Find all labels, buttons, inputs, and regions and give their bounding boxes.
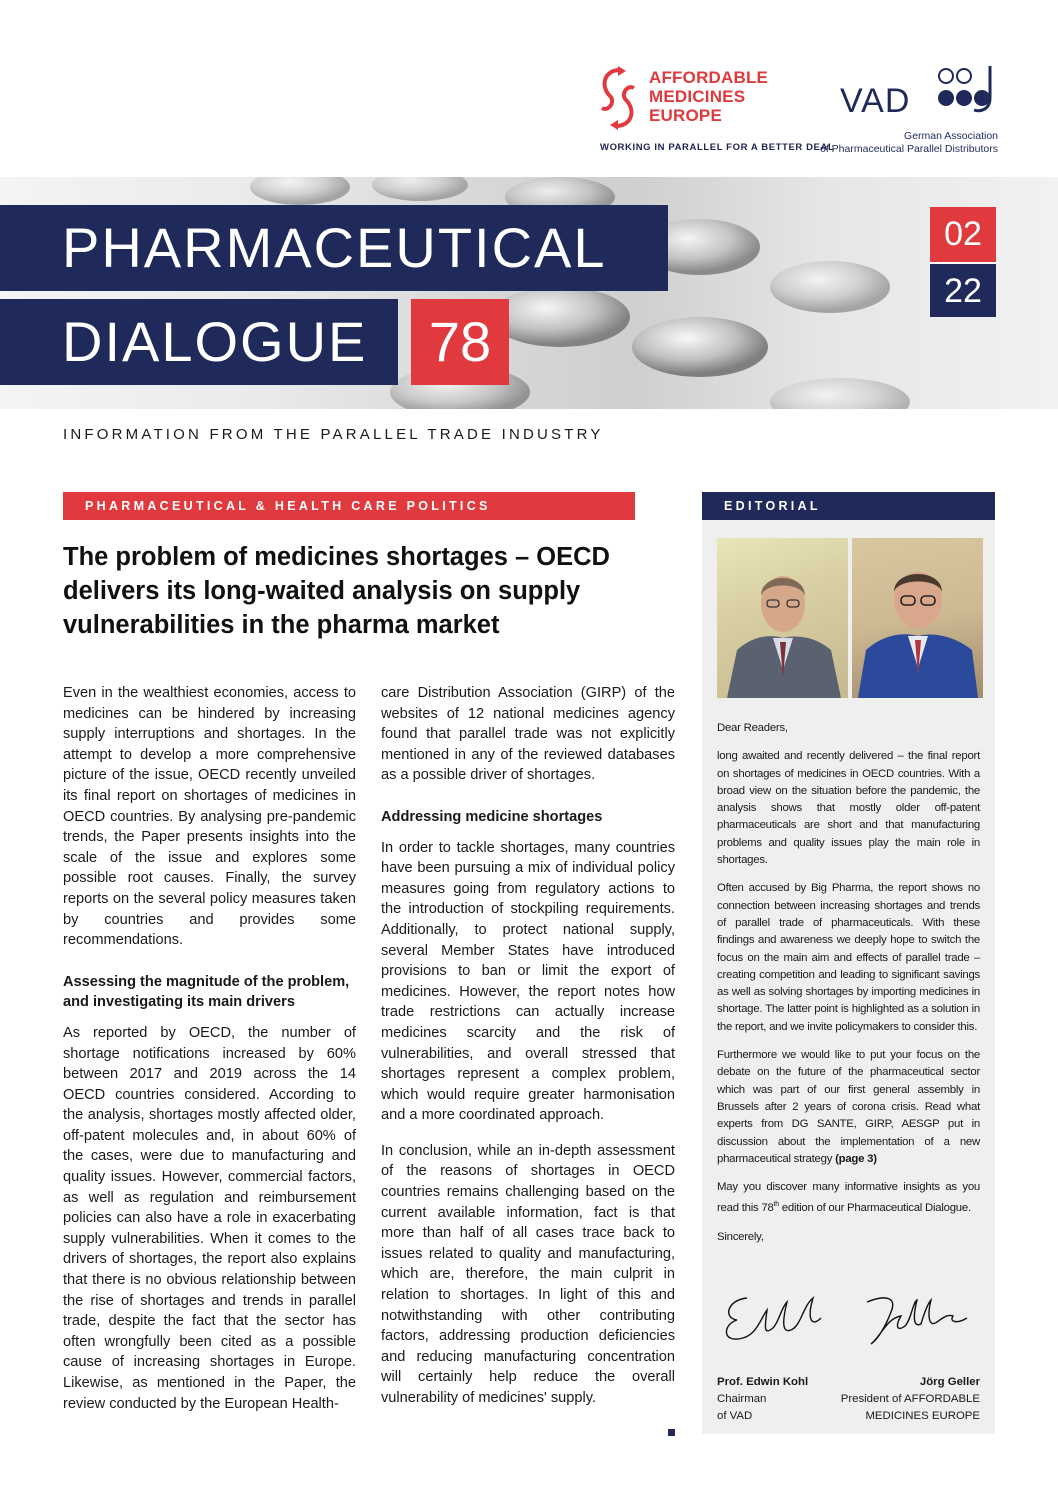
vad-dots-icon (936, 64, 996, 114)
editorial-paragraph-2: Often accused by Big Pharma, the report shows no connection between increasing shortages and trends of parallel trade of pharmaceuticals. With these findings and awareness we deeply hope to switch the focus on the main aim and effects of parallel trade – creating competition and leading to significant savings as well as solving shortages by importing medicines in shortage. The latter point is highlighted as a solution in the report, and we invite policymakers to consider this. (717, 882, 980, 1033)
issue-month: 02 (930, 207, 996, 262)
signer-right-role1: President of AFFORDABLE (840, 1393, 980, 1405)
ame-line2: MEDICINES (649, 87, 746, 106)
signer-right (841, 1374, 980, 1425)
editorial-closing: Sincerely, (717, 1230, 764, 1243)
signer-right-name: Jörg Geller (919, 1376, 980, 1388)
article-subheading-2: Addressing medicine shortages (381, 808, 603, 825)
article-column-middle (381, 683, 675, 1430)
ame-logo-text (649, 68, 768, 125)
signer-left-role2: of VAD (717, 1410, 753, 1422)
article-headline: The problem of medicines shortages – OECD delivers its long-waited analysis on supply vulnerabilities in the pharma market (63, 543, 610, 639)
issue-year: 22 (930, 262, 996, 317)
affordable-medicines-europe-logo (596, 62, 835, 162)
article-paragraph-4: In conclusion, while an in-depth assessment of the reasons of shortages in OECD countries remains challenging based on the current available information, fact is that more than half of all cases trace back to issues related to quality and manufacturing, which are, therefore, the main culprit in relation to shortages. In light of this and notwithstanding with other contributing factors, addressing production deficiencies and reducing manufacturing concentration will certainly help reduce the overall vulnerability of medicines' supply. (381, 1142, 675, 1406)
magazine-title-line2: DIALOGUE (62, 310, 368, 373)
signature-edwin-kohl (717, 1288, 827, 1348)
editorial-paragraph-4 (717, 1179, 980, 1217)
editorial-greeting: Dear Readers, (717, 722, 788, 734)
signer-left-name: Prof. Edwin Kohl (717, 1376, 809, 1388)
editorial-p4-post: edition of our Pharmaceutical Dialogue. (778, 1202, 971, 1215)
editorial-p4-pre: May you discover many informative insights as you read this 78 (717, 1181, 980, 1215)
editorial-paragraph-3 (717, 1047, 980, 1168)
signer-left-role1: Chairman (717, 1393, 767, 1405)
ame-line3: EUROPE (649, 106, 722, 125)
article-paragraph-2-continued: care Distribution Association (GIRP) of the websites of 12 national medicines agency found that parallel trade was not explicitly mentioned in any of the reviewed databases as a possible driver of shortages. (381, 685, 675, 784)
vad-sub-line1: German Association (904, 130, 998, 142)
vad-logo (818, 60, 1008, 160)
hero-banner (0, 177, 1058, 409)
ame-line1: AFFORDABLE (649, 68, 769, 87)
article-paragraph-3: In order to tackle shortages, many countries have been pursuing a mix of individual policy measures going from regulatory actions to the introduction of stockpiling requirements. Additionally, to protect national supply, several Member States have introduced provisions to ban or limit the export of medicines. However, the report notes how trade restrictions can actually increase medicines scarcity and the risk of vulnerabilities, and overall stressed that shortages represent a complex problem, which would require greater harmonisation and a more coordinated approach. (381, 839, 675, 1124)
editorial-text (717, 720, 980, 1257)
editorial-paragraph-1: long awaited and recently delivered – the final report on shortages of medicines in OECD countries. With a broad view on the situation before the pandemic, the analysis shows that mostly older off-patent pharmaceuticals are short and that manufacturing problems and quality issues play the main role in shortages. (717, 750, 980, 867)
signer-left (717, 1374, 808, 1425)
article-column-left (63, 683, 356, 1435)
signature-joerg-geller (857, 1288, 977, 1348)
vad-name: VAD (840, 82, 911, 120)
article-subheading-1: Assessing the magnitude of the problem, and investigating its main drivers (63, 973, 350, 1011)
article-paragraph-intro: Even in the wealthiest economies, access to medicines can be hindered by increasing supply interruptions and shortages. In the attempt to develop a more comprehensive picture of the issue, OECD recently unveiled its final report on shortages of medicines in OECD countries. By analysing pre-pandemic trends, the Paper presents insights into the scale of the issue and explores some possible root causes. Finally, the survey reports on the several policy measures taken by countries and provides some recommendations. (63, 685, 356, 949)
signatures (717, 1336, 980, 1421)
signer-right-role2: MEDICINES EUROPE (865, 1410, 980, 1422)
editorial-label: EDITORIAL (702, 492, 995, 520)
article-paragraph-2: As reported by OECD, the number of shortage notifications increased by 60% between 2017 and 2019 across the 14 OECD countries considered. According to the analysis, shortages mostly affected older, off-patent molecules and, in about 60% of the cases, were due to manufacturing and quality issues. However, commercial factors, as well as regulation and reimbursement policies can also have a role in exacerbating supply vulnerabilities. When it comes to the drivers of shortages, the report also explains that there is no obvious relationship between the rise of shortages and trends in parallel trade, despite the fact that the sector has often wrongfully been cited as a possible cause of increasing shortages in Europe. Likewise, as mentioned in the Paper, the review conducted by the European Health- (63, 1024, 356, 1412)
ame-tagline: WORKING IN PARALLEL FOR A BETTER DEAL (600, 142, 835, 153)
vad-sub-line2: of Pharmaceutical Parallel Distributors (820, 143, 998, 155)
editorial-panel (702, 520, 995, 1434)
portrait-2-image (852, 538, 983, 698)
ame-arrows-icon (596, 66, 640, 130)
photo-edwin-kohl (717, 538, 848, 698)
photo-joerg-geller (852, 538, 983, 698)
vad-subtitle (820, 130, 998, 156)
magazine-subtitle: INFORMATION FROM THE PARALLEL TRADE INDUSTRY (63, 426, 604, 443)
editorial-photos (717, 538, 983, 698)
editorial-p3-text: Furthermore we would like to put your focus on the debate on the future of the pharmaceutical sector which was part of our first general assembly in Brussels after 2 years of corona crisis. Read what experts from DG SANTE, GIRP, AESGP put in discussion about the implementation of a new pharmaceutical strategy (717, 1049, 980, 1165)
portrait-1-image (717, 538, 848, 698)
issue-number: 78 (411, 299, 509, 385)
article-end-mark (668, 1429, 675, 1436)
issue-date-badge (930, 207, 996, 317)
section-label: PHARMACEUTICAL & HEALTH CARE POLITICS (63, 492, 635, 520)
editorial-page-ref: (page 3) (835, 1152, 877, 1165)
magazine-title-line1: PHARMACEUTICAL (62, 216, 607, 279)
editorial-p4-sup: th (773, 1201, 779, 1209)
